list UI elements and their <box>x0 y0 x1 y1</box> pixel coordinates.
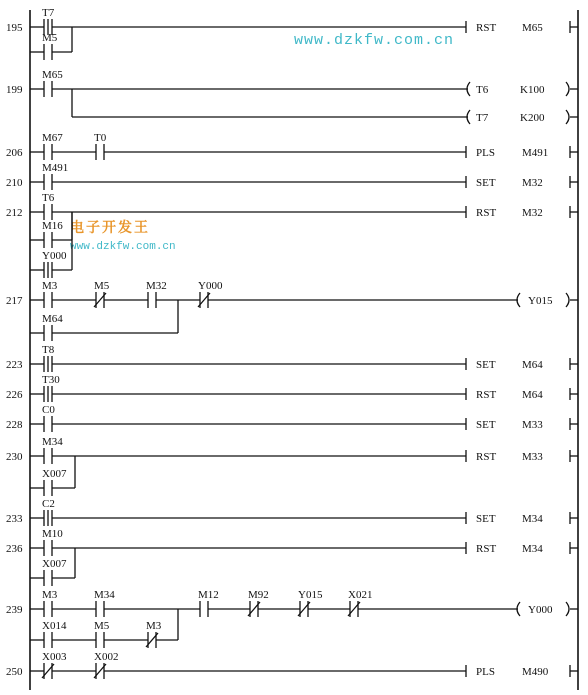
rungs-layer <box>6 7 578 679</box>
rung-228 <box>6 404 578 432</box>
coil-arg: K200 <box>520 112 545 124</box>
contact-m491: M491 <box>42 162 69 174</box>
contact-x003: X003 <box>42 651 67 663</box>
instr-arg: M33 <box>522 451 543 463</box>
instr-op: RST <box>476 543 497 555</box>
contact-y000: Y000 <box>198 280 223 292</box>
branch-contact-x007: X007 <box>42 558 67 570</box>
contact-m65: M65 <box>42 69 63 81</box>
instr-arg: M64 <box>522 389 543 401</box>
instr-arg: M33 <box>522 419 543 431</box>
instr-arg: M32 <box>522 177 543 189</box>
step-number: 195 <box>6 22 23 34</box>
watermark-layer <box>70 32 454 253</box>
branch-contact-y000: Y000 <box>42 250 67 262</box>
coil-paren-right <box>566 82 569 96</box>
watermark-brand: 电子开发王 <box>70 220 150 236</box>
coil-paren-right <box>566 293 569 307</box>
instr-op: SET <box>476 513 496 525</box>
branch-contact-m64: M64 <box>42 313 63 325</box>
contact-m92: M92 <box>248 589 269 601</box>
branch-contact-m3: M3 <box>146 620 162 632</box>
contact-x002: X002 <box>94 651 119 663</box>
rung-250 <box>6 651 578 679</box>
step-number: 210 <box>6 177 23 189</box>
contact-t30: T30 <box>42 374 60 386</box>
instr-op: RST <box>476 22 497 34</box>
branch-contact-m5: M5 <box>42 32 58 44</box>
instr-op: PLS <box>476 666 495 678</box>
instr-arg: M491 <box>522 147 549 159</box>
branch-contact-m5: M5 <box>94 620 110 632</box>
step-number: 228 <box>6 419 23 431</box>
instr-arg: M64 <box>522 359 543 371</box>
instr-op: SET <box>476 359 496 371</box>
contact-c2: C2 <box>42 498 55 510</box>
instr-op: RST <box>476 451 497 463</box>
rung-195 <box>6 7 578 60</box>
instr-op: SET <box>476 419 496 431</box>
contact-x021: X021 <box>348 589 373 601</box>
contact-m3: M3 <box>42 589 58 601</box>
coil-op: Y015 <box>528 295 553 307</box>
contact-y015: Y015 <box>298 589 323 601</box>
instr-arg: M32 <box>522 207 543 219</box>
step-number: 212 <box>6 207 23 219</box>
step-number: 199 <box>6 84 23 96</box>
rung-236 <box>6 528 578 586</box>
step-number: 206 <box>6 147 23 159</box>
instr-op: RST <box>476 389 497 401</box>
instr-arg: M34 <box>522 513 543 525</box>
contact-m3: M3 <box>42 280 58 292</box>
step-number: 217 <box>6 295 23 307</box>
coil-op: T6 <box>476 84 489 96</box>
step-number: 236 <box>6 543 23 555</box>
rung-233 <box>6 498 578 526</box>
watermark-top-url: www.dzkfw.com.cn <box>294 32 455 49</box>
instr-op: RST <box>476 207 497 219</box>
contact-t7: T7 <box>42 7 55 19</box>
contact-m34: M34 <box>42 436 63 448</box>
rung-230 <box>6 436 578 496</box>
coil-paren-right <box>566 602 569 616</box>
step-number: 250 <box>6 666 23 678</box>
contact-t6: T6 <box>42 192 55 204</box>
step-number: 223 <box>6 359 23 371</box>
contact-m67: M67 <box>42 132 63 144</box>
rung-239 <box>6 589 578 648</box>
coil-paren-right <box>566 110 569 124</box>
contact-m32: M32 <box>146 280 167 292</box>
rung-206 <box>6 132 578 160</box>
coil-op: Y000 <box>528 604 553 616</box>
instr-op: SET <box>476 177 496 189</box>
rung-210 <box>6 162 578 190</box>
watermark-mid-url: www.dzkfw.com.cn <box>70 241 176 253</box>
instr-arg: M490 <box>522 666 549 678</box>
instr-arg: M65 <box>522 22 543 34</box>
rung-223 <box>6 344 578 372</box>
step-number: 233 <box>6 513 23 525</box>
coil-arg: K100 <box>520 84 545 96</box>
contact-c0: C0 <box>42 404 55 416</box>
contact-m10: M10 <box>42 528 63 540</box>
contact-m5: M5 <box>94 280 110 292</box>
branch-contact-x014: X014 <box>42 620 67 632</box>
branch-contact-m16: M16 <box>42 220 63 232</box>
contact-m34: M34 <box>94 589 115 601</box>
contact-m12: M12 <box>198 589 219 601</box>
rung-217 <box>6 280 578 341</box>
branch-contact-x007: X007 <box>42 468 67 480</box>
step-number: 230 <box>6 451 23 463</box>
contact-t8: T8 <box>42 344 55 356</box>
rung-199 <box>6 69 578 124</box>
step-number: 239 <box>6 604 23 616</box>
instr-op: PLS <box>476 147 495 159</box>
step-number: 226 <box>6 389 23 401</box>
contact-t0: T0 <box>94 132 107 144</box>
instr-arg: M34 <box>522 543 543 555</box>
coil-op: T7 <box>476 112 489 124</box>
rung-226 <box>6 374 578 402</box>
